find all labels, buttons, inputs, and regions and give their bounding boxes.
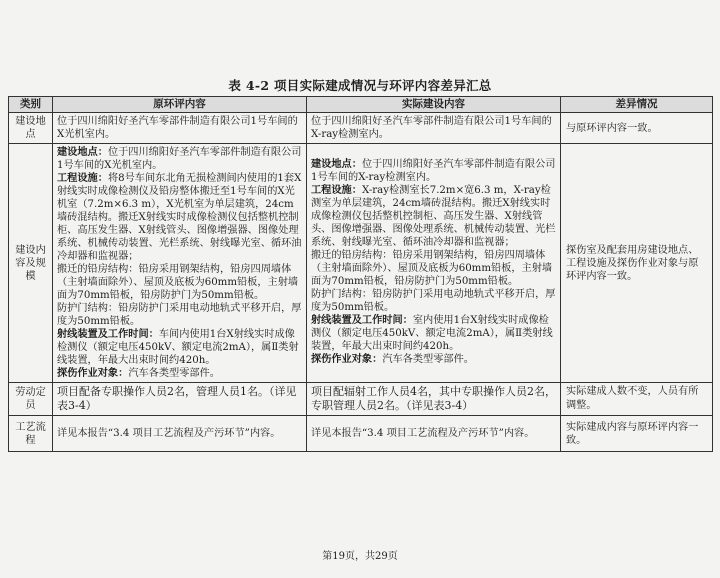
header-row: [9, 97, 713, 113]
difference-scale: 探伤室及配套用房建设地点、工程设施及探伤作业对象与原环评内容一致。: [561, 144, 713, 383]
original-ray-label: 射线装置及工作时间：: [57, 328, 159, 340]
table-row-scale: [9, 144, 713, 383]
original-facility-label: 工程设施：: [57, 172, 108, 184]
difference-process: 实际建成内容与原环评内容一致。: [561, 416, 713, 452]
header-original: 原环评内容: [53, 97, 307, 113]
header-actual: 实际建设内容: [307, 97, 561, 113]
actual-facility-label: 工程设施：: [311, 184, 362, 196]
actual-process: 详见本报告“3.4 项目工艺流程及产污环节”内容。: [307, 416, 561, 452]
original-location: 位于四川绵阳好圣汽车零部件制造有限公司1号车间的X光机室内。: [53, 113, 307, 144]
actual-object-text: 汽车各类型零部件。: [382, 354, 474, 365]
actual-location-label: 建设地点：: [311, 158, 362, 170]
actual-scale: [307, 144, 561, 383]
actual-facility-text: X-ray检测室长7.2m×宽6.3 m，X-ray检测室为单层建筑，24cm墙砖混结构。搬迁X射线实时成像检测仪包括整机控制柜、高压发生器、X射线管头、图像增强器、图像处理系统、机械传动装置、光栏系统、射线曝光室、循环油冷却器和监视器；: [311, 185, 556, 248]
actual-staff: 项目配辐射工作人员4名，其中专职操作人员2名，专职管理人员2名。（详见表3-4）: [307, 383, 561, 416]
original-facility-para: [57, 172, 302, 263]
actual-location-text: 位于四川绵阳好圣汽车零部件制造有限公司1号车间的X-ray检测室内。: [311, 159, 556, 183]
original-location-para: [57, 146, 302, 172]
table-title: 表 4-2 项目实际建成情况与环评内容差异汇总: [228, 78, 492, 93]
actual-facility-para: [311, 184, 556, 249]
actual-ray-para: [311, 314, 556, 353]
actual-ray-label: 射线装置及工作时间：: [311, 314, 413, 326]
actual-object-para: [311, 353, 556, 366]
original-object-para: [57, 367, 302, 380]
original-process: 详见本报告“3.4 项目工艺流程及产污环节”内容。: [53, 416, 307, 452]
header-difference: 差异情况: [561, 97, 713, 113]
actual-ray-text: 室内使用1台X射线实时成像检测仪（额定电压450kV、额定电流2mA），属Ⅱ类射线装置，年最大出束时间约420h。: [311, 315, 553, 352]
page-footer: 第19页，共29页: [322, 551, 398, 562]
original-ray-text: 车间内使用1台X射线实时成像检测仪（额定电压450kV、额定电流2mA），属Ⅱ类射线装置，年最大出束时间约420h。: [57, 329, 299, 366]
category-location: 建设地点: [9, 113, 53, 144]
original-shield-para: 搬迁的铅房结构：铅房采用钢架结构，铅房四周墙体（主射墙面除外）、屋顶及底板为60mm铅板，主射墙面为70mm铅板，铅房防护门为50mm铅板。: [57, 264, 299, 301]
category-scale: 建设内容及规模: [9, 144, 53, 383]
category-staff: 劳动定员: [9, 383, 53, 416]
actual-object-label: 探伤作业对象：: [311, 353, 383, 365]
difference-location: 与原环评内容一致。: [561, 113, 713, 144]
original-location-text: 位于四川绵阳好圣汽车零部件制造有限公司1号车间的X光机室内。: [57, 147, 302, 171]
original-facility-text: 将8号车间东北角无损检测间内使用的1套X射线实时成像检测仪及铅房整体搬迁至1号车间的X光机室（7.2m×6.3 m），X光机室为单层建筑，24cm墙砖混结构。搬迁X射线实时成像检测仪包括整机控制柜、高压发生器、X射线管头、图像增强器、图像处理系统、机械传动装置、光栏系统、射线曝光室、循环油冷却器和监视器；: [57, 173, 302, 262]
table-row-staff: [9, 383, 713, 416]
actual-location: 位于四川绵阳好圣汽车零部件制造有限公司1号车间的X-ray检测室内。: [307, 113, 561, 144]
original-location-label: 建设地点：: [57, 146, 108, 158]
header-category: 类别: [9, 97, 53, 113]
original-ray-para: [57, 328, 302, 367]
difference-table: [8, 96, 713, 452]
original-object-text: 汽车各类型零部件。: [128, 368, 220, 379]
actual-location-para: [311, 158, 556, 184]
actual-door-para: 防护门结构：铅房防护门采用电动地轨式平移开启，厚度为50mm铅板。: [311, 289, 556, 313]
category-process: 工艺流程: [9, 416, 53, 452]
original-door-para: 防护门结构：铅房防护门采用电动地轨式平移开启，厚度为50mm铅板。: [57, 303, 302, 327]
table-row-process: [9, 416, 713, 452]
original-scale: [53, 144, 307, 383]
table-row-location: [9, 113, 713, 144]
difference-staff: 实际建成人数不变，人员有所调整。: [561, 383, 713, 416]
original-staff: 项目配备专职操作人员2名，管理人员1名。（详见表3-4）: [53, 383, 307, 416]
original-object-label: 探伤作业对象：: [57, 367, 129, 379]
actual-shield-para: 搬迁的铅房结构：铅房采用钢架结构，铅房四周墙体（主射墙面除外）、屋顶及底板为60mm铅板，主射墙面为70mm铅板，铅房防护门为50mm铅板。: [311, 250, 553, 287]
